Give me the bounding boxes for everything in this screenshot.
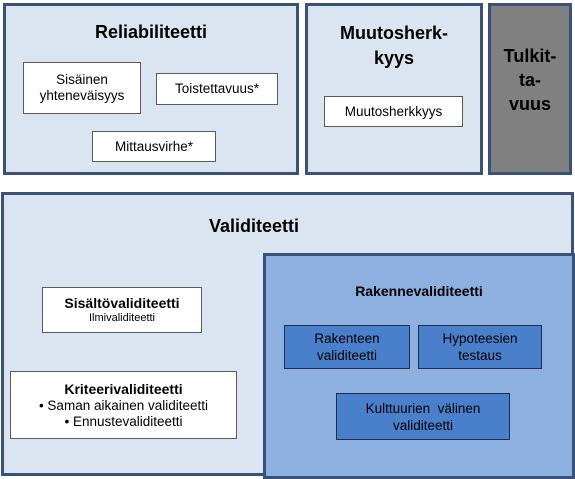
reliability-domain bbox=[3, 3, 299, 175]
content-validity-box bbox=[42, 287, 202, 333]
internal-consistency-box bbox=[23, 62, 141, 114]
validity-title: Validiteetti bbox=[208, 216, 300, 236]
responsiveness-domain bbox=[305, 3, 483, 175]
responsiveness-label: Muutosherkkyys bbox=[344, 103, 443, 119]
interpretability-title bbox=[491, 44, 569, 116]
cross-cultural-validity-label: Kulttuurien välinen validiteetti bbox=[365, 400, 485, 433]
hypothesis-testing-box bbox=[418, 325, 542, 369]
interpretability-line1: Tulkit- bbox=[503, 46, 557, 66]
reproducibility-box bbox=[156, 73, 278, 105]
interpretability-domain bbox=[488, 3, 572, 175]
structural-validity-box bbox=[284, 325, 410, 369]
responsiveness-title bbox=[308, 21, 480, 71]
interpretability-line3: vuus bbox=[508, 94, 551, 114]
criterion-validity-box bbox=[10, 371, 237, 439]
hypothesis-testing-label: Hypoteesien testaus bbox=[442, 331, 518, 363]
cross-cultural-validity-box bbox=[336, 393, 510, 440]
predictive-validity-label: • Ennustevaliditeetti bbox=[64, 413, 183, 429]
content-validity-title: Sisältövaliditeetti bbox=[64, 295, 180, 311]
reproducibility-label: Toistettavuus* bbox=[174, 81, 260, 96]
construct-validity-box bbox=[263, 253, 575, 479]
responsiveness-title-line1: Muutosherk- bbox=[340, 23, 448, 43]
validity-domain bbox=[1, 192, 574, 476]
internal-consistency-label: Sisäinen yhteneväisyys bbox=[39, 72, 125, 103]
interpretability-line2: ta- bbox=[519, 70, 541, 90]
construct-validity-title: Rakennevaliditeetti bbox=[355, 283, 483, 299]
measurement-error-label: Mittausvirhe* bbox=[114, 138, 194, 154]
criterion-validity-title: Kriteerivaliditeetti bbox=[64, 380, 183, 397]
responsiveness-box bbox=[324, 96, 463, 127]
reliability-title: Reliabiliteetti bbox=[94, 22, 208, 42]
measurement-error-box bbox=[92, 131, 216, 162]
concurrent-validity-label: • Saman aikainen validiteetti bbox=[38, 397, 209, 413]
structural-validity-label: Rakenteen validiteetti bbox=[314, 331, 380, 363]
responsiveness-title-line2: kyys bbox=[373, 48, 415, 68]
face-validity-label: Ilmivaliditeetti bbox=[88, 312, 156, 324]
